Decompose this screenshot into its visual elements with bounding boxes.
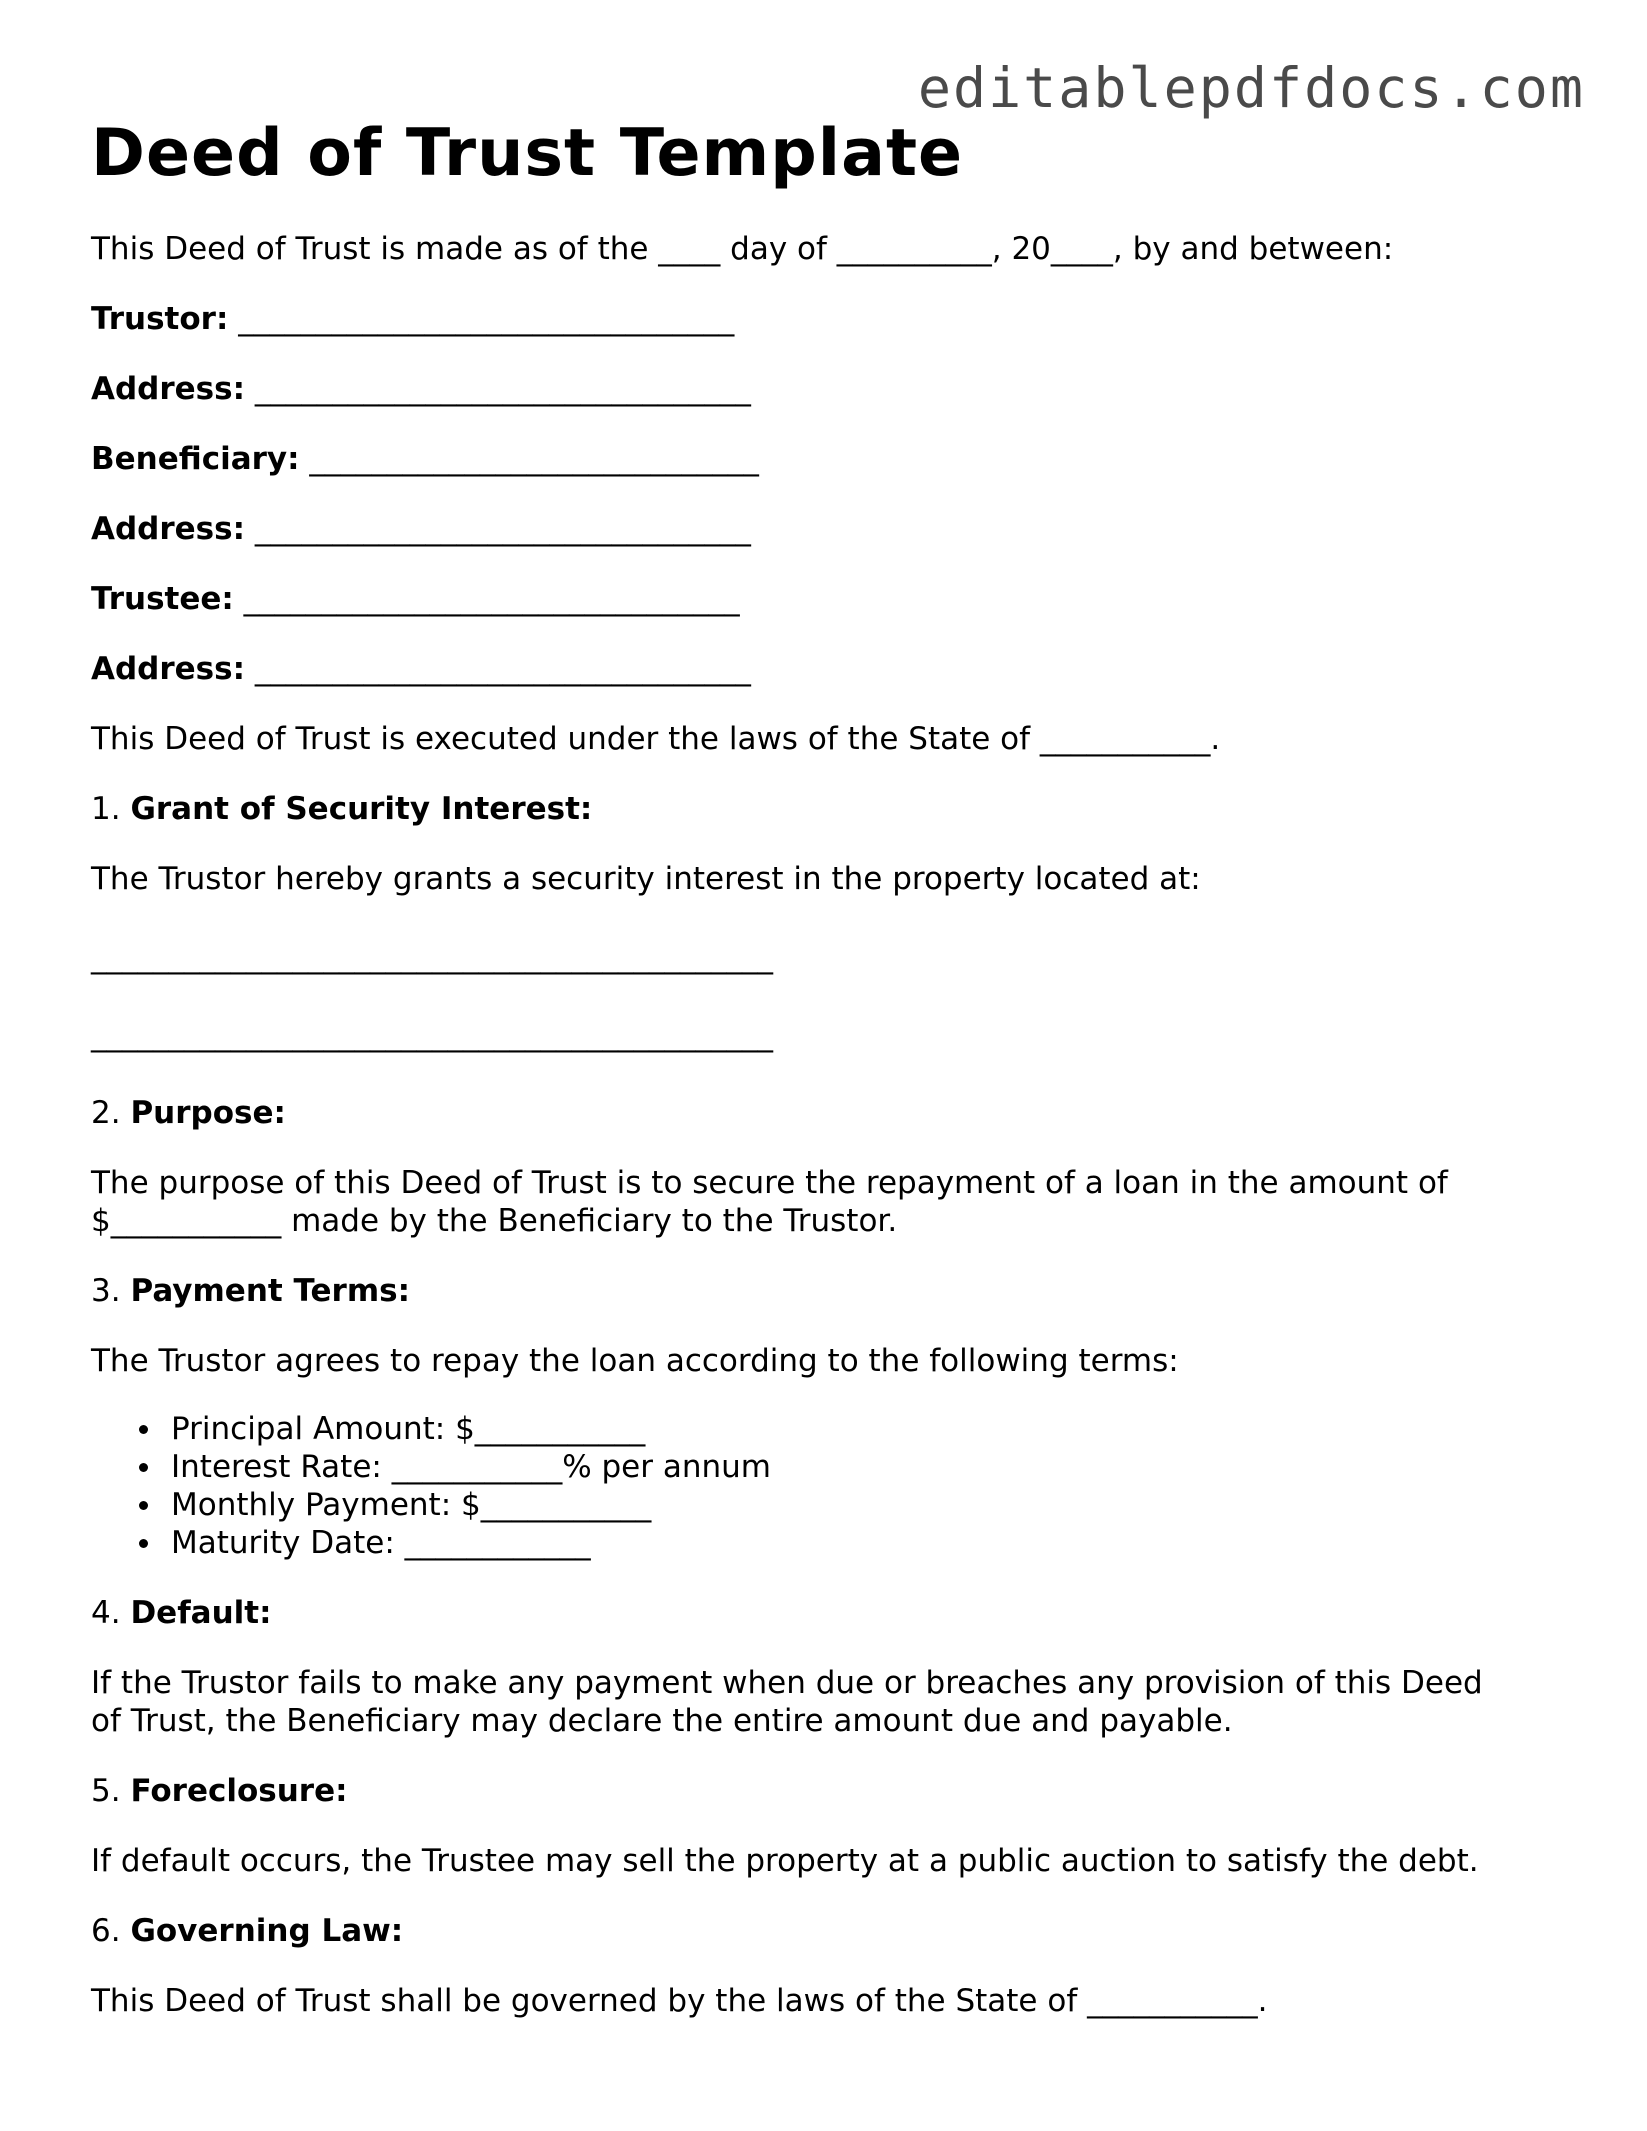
trustee-address-field bbox=[91, 650, 1571, 688]
section-4-title: Default: bbox=[130, 1595, 272, 1631]
section-2-heading bbox=[91, 1094, 1571, 1132]
section-2-number: 2. bbox=[91, 1095, 131, 1131]
beneficiary-field bbox=[91, 440, 1571, 478]
trustor-blank[interactable]: ________________________________ bbox=[228, 301, 735, 337]
payment-terms-list bbox=[91, 1410, 1571, 1562]
trustee-address-blank[interactable]: ________________________________ bbox=[245, 651, 751, 687]
section-1-title: Grant of Security Interest: bbox=[130, 791, 593, 827]
beneficiary-address-label: Address: bbox=[91, 511, 245, 547]
beneficiary-label: Beneficiary: bbox=[91, 441, 300, 477]
document-title: Deed of Trust Template bbox=[91, 116, 964, 191]
beneficiary-blank[interactable]: _____________________________ bbox=[299, 441, 759, 477]
trustee-label: Trustee: bbox=[91, 581, 234, 617]
trustee-field bbox=[91, 580, 1571, 618]
trustee-address-label: Address: bbox=[91, 651, 245, 687]
property-address-line-1[interactable]: ____________________________________________ bbox=[91, 939, 773, 975]
trustor-address-field bbox=[91, 370, 1571, 408]
section-5-title: Foreclosure: bbox=[130, 1773, 348, 1809]
section-4-body: If the Trustor fails to make any payment when due or breaches any provision of this Deed of Trust, the Beneficiary may declare the entire amount due and payable. bbox=[91, 1665, 1483, 1739]
section-3-title: Payment Terms: bbox=[130, 1273, 410, 1309]
property-address-line-2[interactable]: ____________________________________________ bbox=[91, 1017, 773, 1053]
section-4-number: 4. bbox=[91, 1595, 131, 1631]
trustor-label: Trustor: bbox=[91, 301, 229, 337]
trustor-address-blank[interactable]: ________________________________ bbox=[245, 371, 751, 407]
section-1-number: 1. bbox=[91, 791, 131, 827]
section-4-heading bbox=[91, 1594, 1571, 1632]
section-6-heading bbox=[91, 1912, 1571, 1950]
trustor-field bbox=[91, 300, 1571, 338]
section-1-body: The Trustor hereby grants a security interest in the property located at: bbox=[91, 861, 1201, 897]
section-3-number: 3. bbox=[91, 1273, 131, 1309]
section-3-heading bbox=[91, 1272, 1571, 1310]
section-2-title: Purpose: bbox=[130, 1095, 286, 1131]
section-6-body: This Deed of Trust shall be governed by the laws of the State of ___________. bbox=[91, 1983, 1268, 2019]
section-5-heading bbox=[91, 1772, 1571, 1810]
section-6-number: 6. bbox=[91, 1913, 131, 1949]
section-3-body: The Trustor agrees to repay the loan according to the following terms: bbox=[91, 1343, 1179, 1379]
executed-statement: This Deed of Trust is executed under the laws of the State of ___________. bbox=[91, 721, 1221, 757]
section-6-title: Governing Law: bbox=[130, 1913, 404, 1949]
maturity-date-item: Maturity Date: ____________ bbox=[171, 1524, 1571, 1562]
trustee-blank[interactable]: ________________________________ bbox=[233, 581, 740, 617]
beneficiary-address-field bbox=[91, 510, 1571, 548]
trustor-address-label: Address: bbox=[91, 371, 245, 407]
document-content bbox=[91, 112, 1571, 2020]
interest-rate-item: Interest Rate: ___________% per annum bbox=[171, 1448, 1571, 1486]
principal-amount-item: Principal Amount: $___________ bbox=[171, 1410, 1571, 1448]
section-1-heading bbox=[91, 790, 1571, 828]
intro-sentence: This Deed of Trust is made as of the ____ day of __________, 20____, by and between: bbox=[91, 231, 1394, 267]
section-2-body: The purpose of this Deed of Trust is to secure the repayment of a loan in the amount of $___________ made by the Beneficiary to the Trustor. bbox=[91, 1165, 1448, 1239]
monthly-payment-item: Monthly Payment: $___________ bbox=[171, 1486, 1571, 1524]
watermark: editablepdfdocs.com bbox=[917, 56, 1585, 120]
beneficiary-address-blank[interactable]: ________________________________ bbox=[245, 511, 751, 547]
section-5-body: If default occurs, the Trustee may sell the property at a public auction to satisfy the debt. bbox=[91, 1843, 1479, 1879]
section-5-number: 5. bbox=[91, 1773, 131, 1809]
